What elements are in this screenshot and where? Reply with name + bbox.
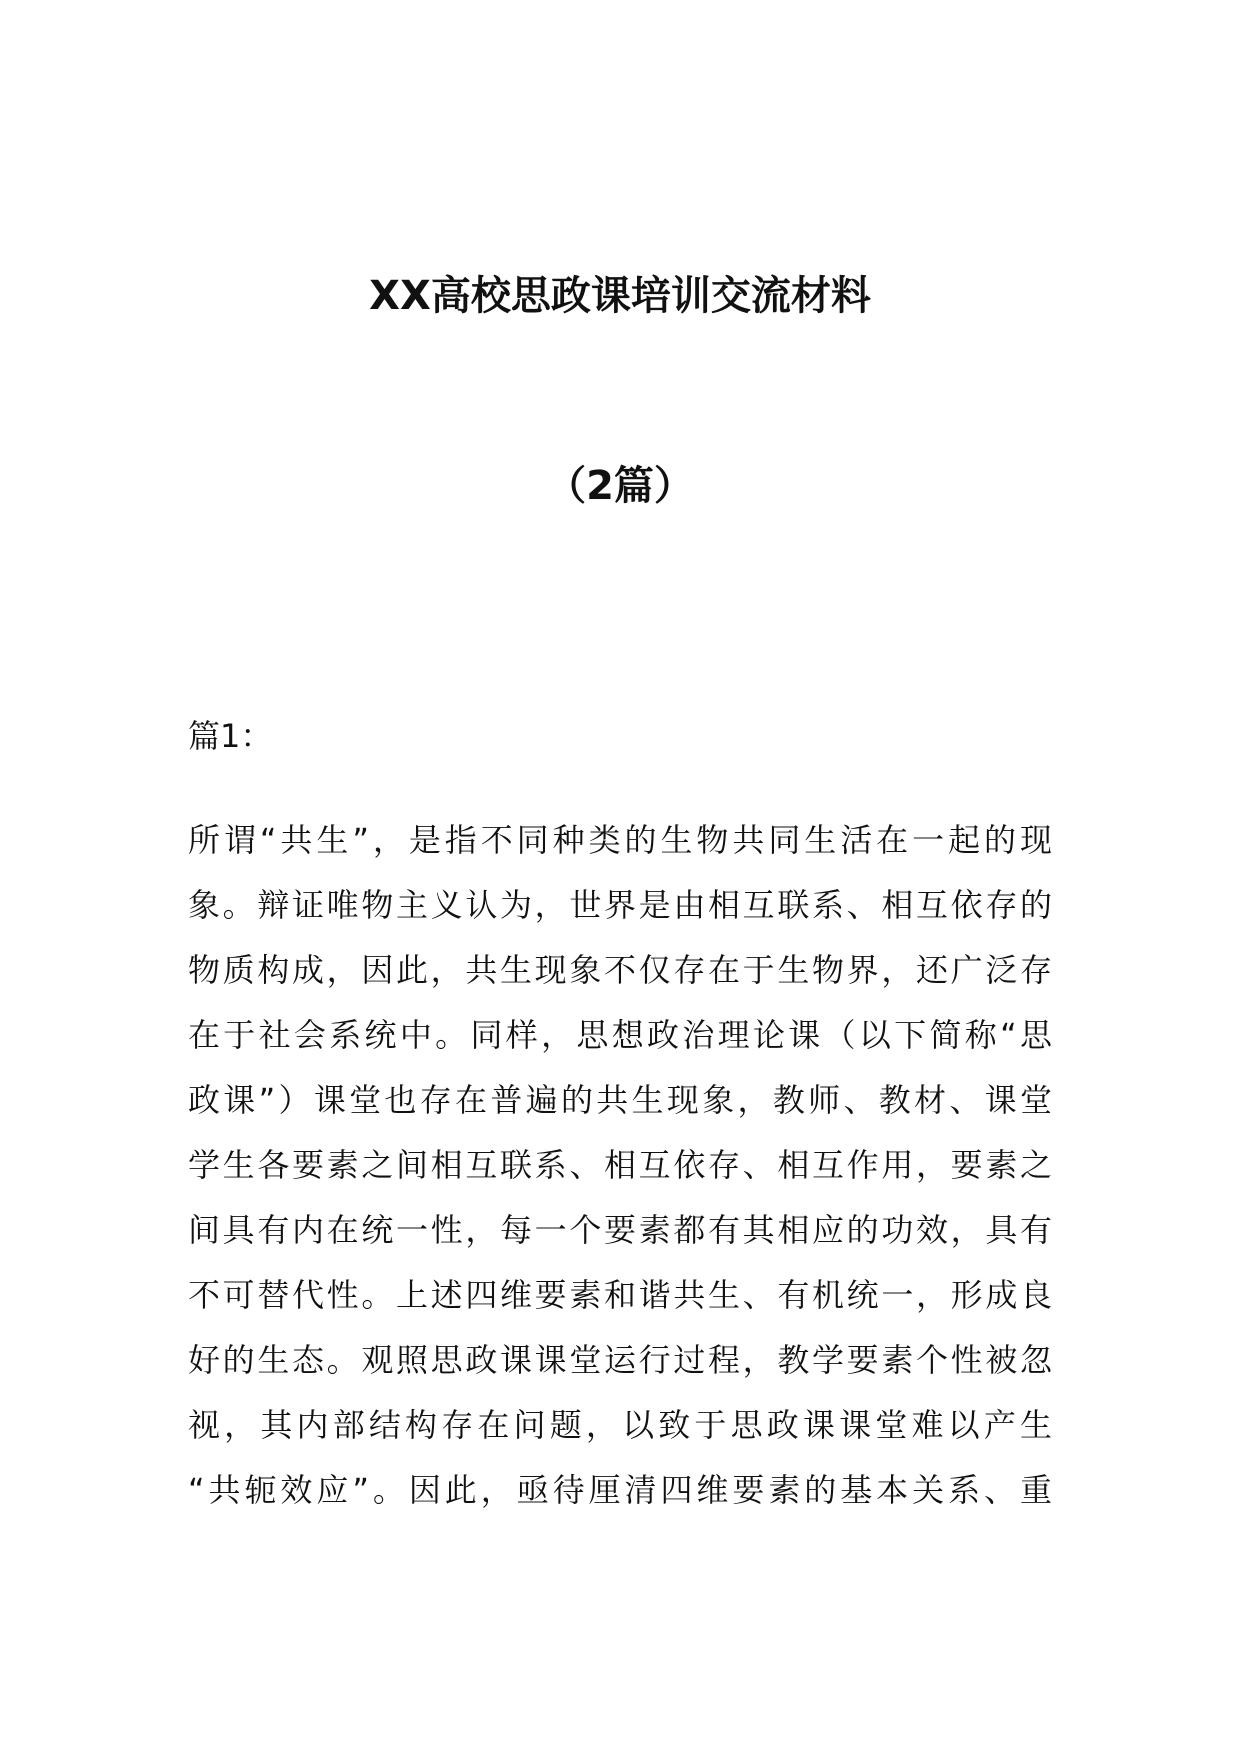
section-label: 篇1： — [188, 717, 273, 755]
body-paragraph — [188, 808, 1052, 1523]
body-line: 象。辩证唯物主义认为，世界是由相互联系、相互依存的 — [188, 886, 1052, 924]
body-line: 政课”）课堂也存在普遍的共生现象，教师、教材、课堂 — [188, 1081, 1052, 1119]
body-line: 所谓“共生”，是指不同种类的生物共同生活在一起的现 — [188, 821, 1052, 859]
body-line: 学生各要素之间相互联系、相互依存、相互作用，要素之 — [188, 1146, 1052, 1184]
body-line: 好的生态。观照思政课课堂运行过程，教学要素个性被忽 — [188, 1341, 1052, 1379]
body-line: 视，其内部结构存在问题，以致于思政课课堂难以产生 — [188, 1406, 1052, 1444]
document-title: XX高校思政课培训交流材料 — [369, 273, 871, 319]
body-line: 不可替代性。上述四维要素和谐共生、有机统一，形成良 — [188, 1276, 1052, 1314]
document-subtitle: （2篇） — [546, 463, 694, 509]
body-line: “共轭效应”。因此，亟待厘清四维要素的基本关系、重 — [188, 1471, 1052, 1509]
body-line: 物质构成，因此，共生现象不仅存在于生物界，还广泛存 — [188, 951, 1052, 989]
body-line: 在于社会系统中。同样，思想政治理论课（以下简称“思 — [188, 1016, 1052, 1054]
body-line: 间具有内在统一性，每一个要素都有其相应的功效，具有 — [188, 1211, 1052, 1249]
